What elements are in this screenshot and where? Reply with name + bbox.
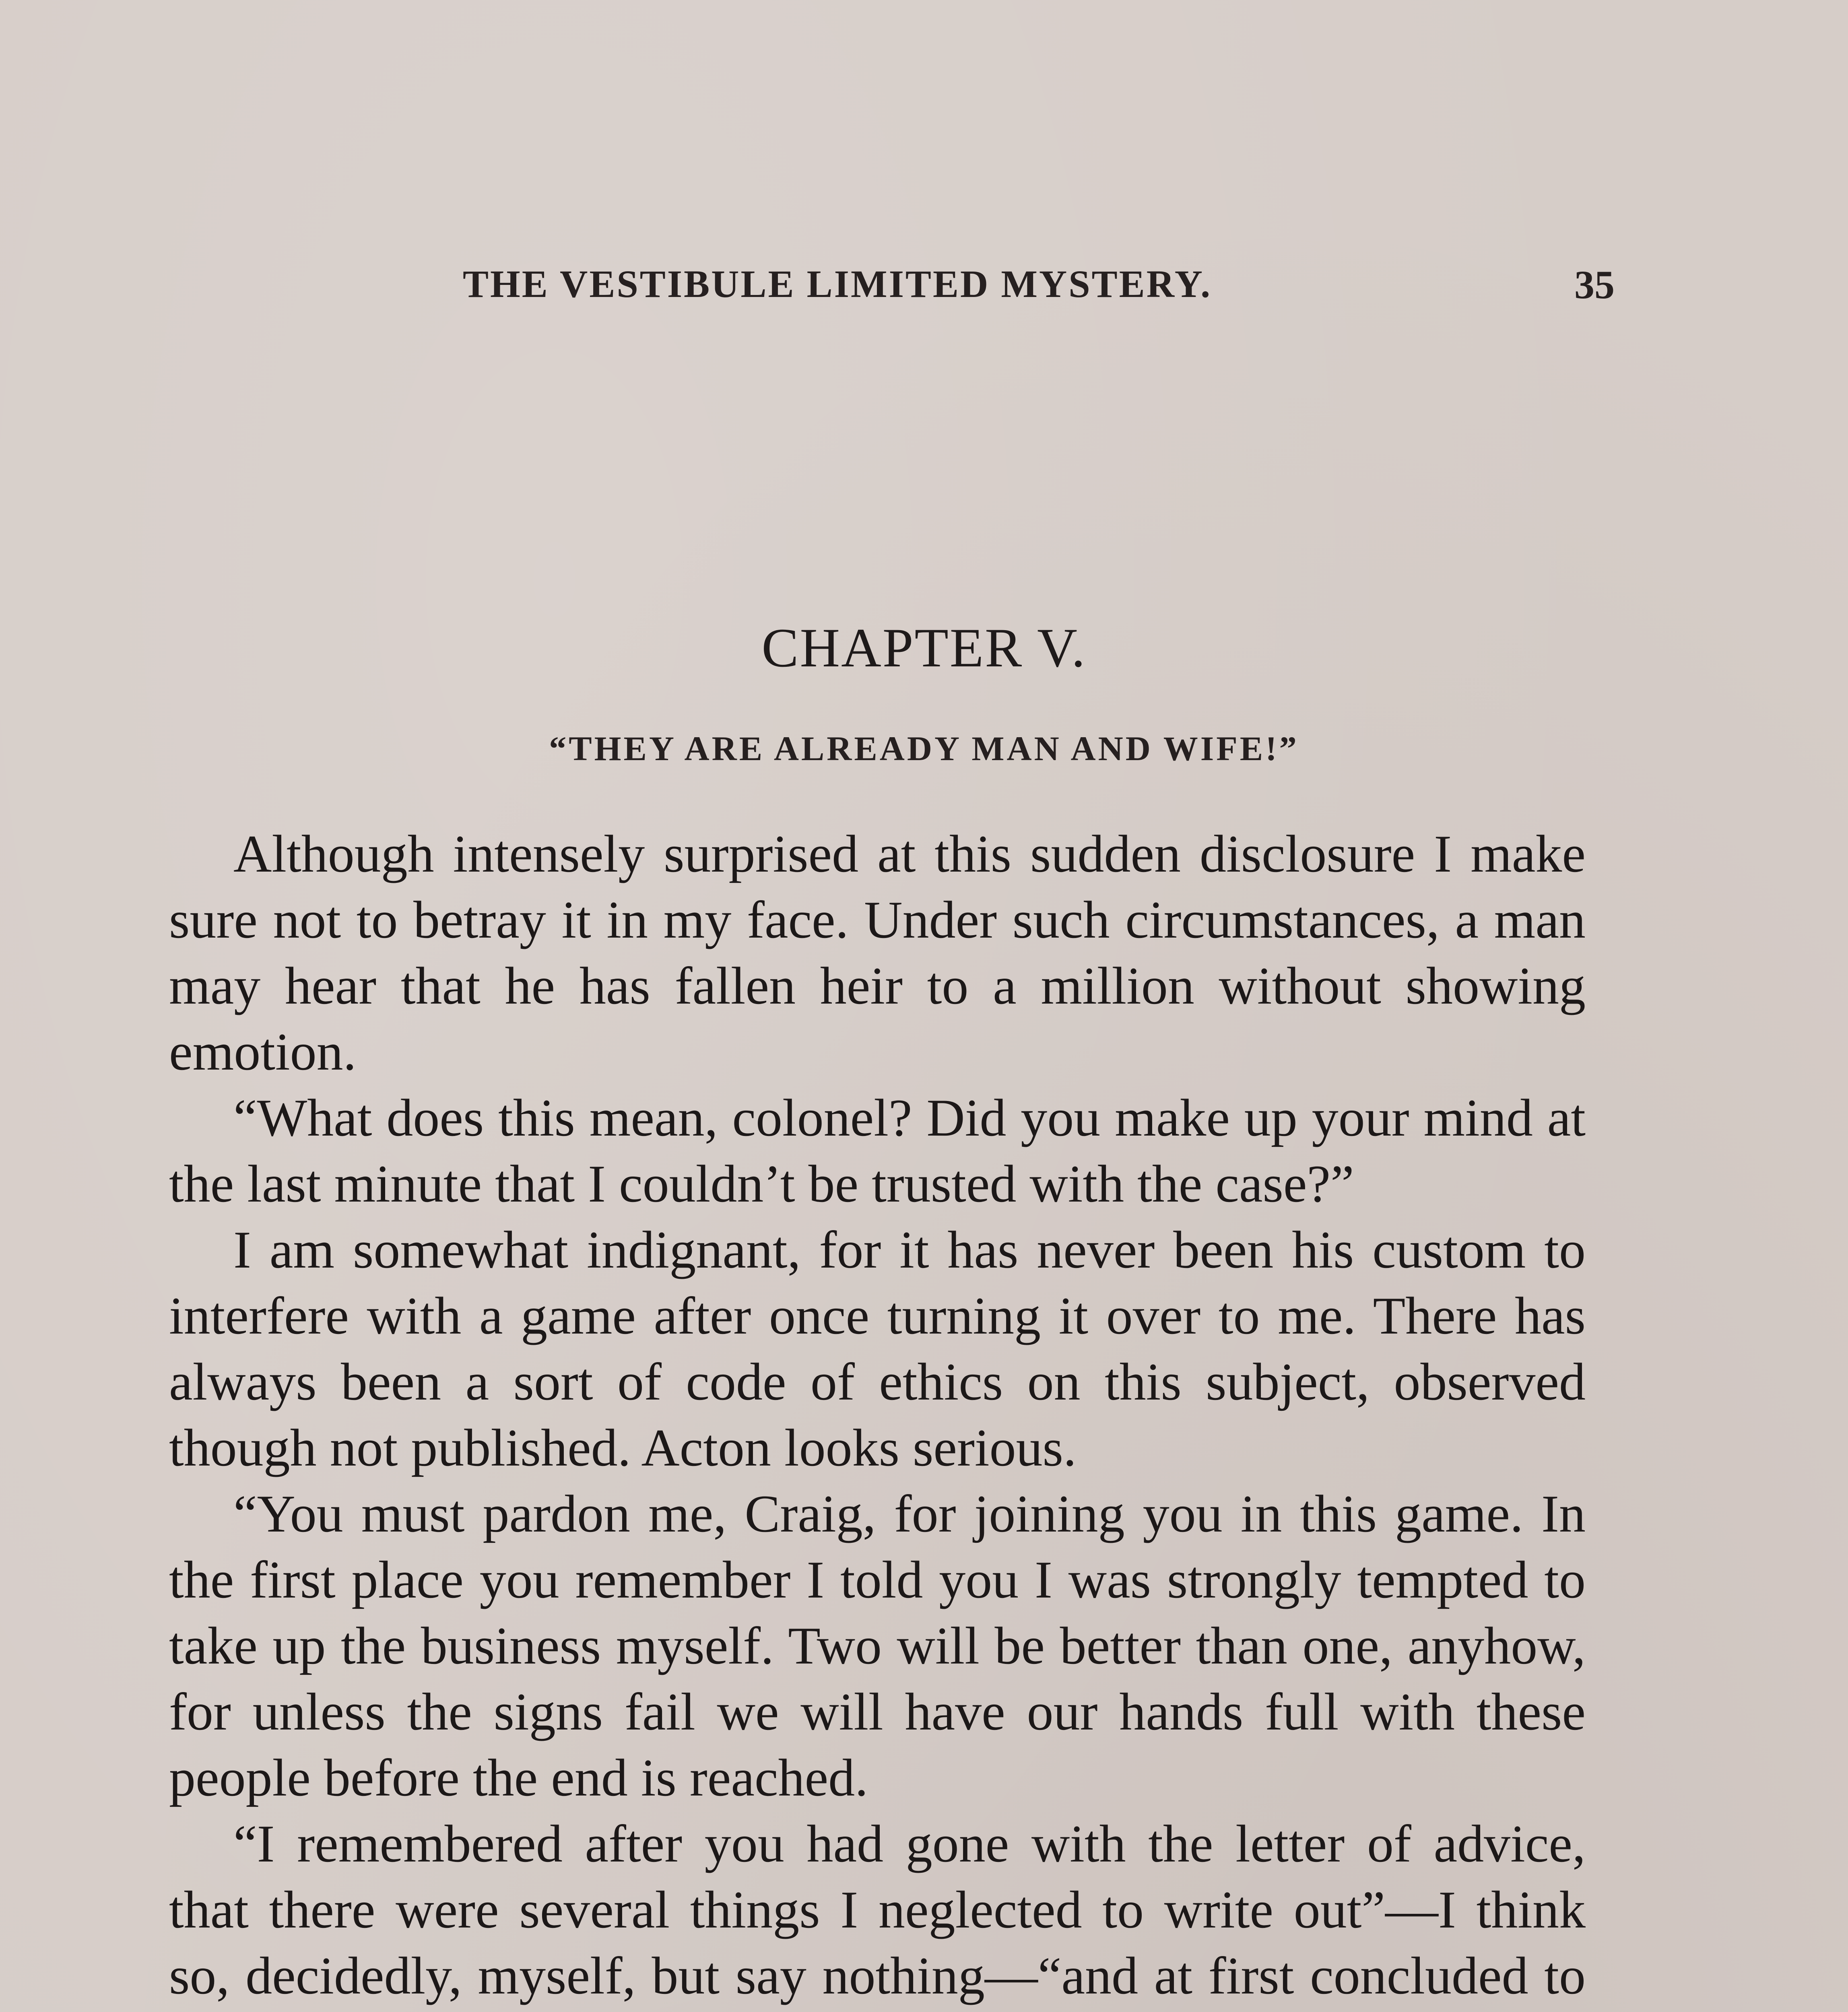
paragraph: I am somewhat indignant, for it has never been his custom to interfere with a game after once turning it over to me. There has always been a sort of code of ethics on this subject, observed though not published. Acton looks serious. [169,1220,1586,1477]
paragraph: Although intensely surprised at this sudden disclosure I make sure not to betray it in my face. Under such circumstances, a man may hear that he has fallen heir to a million without showing emotion. [169,824,1586,1081]
page-number: 35 [1574,262,1615,307]
paragraph: “You must pardon me, Craig, for joining you in this game. In the first place you remember I told you I was strongly tempted to take up the business myself. Two will be better than one, anyhow, for unless the signs fail we will have our hands full with these people before the end is reached. [169,1484,1586,1807]
running-title: THE VESTIBULE LIMITED MYSTERY. [463,262,1212,305]
paragraph: “What does this mean, colonel? Did you make up your mind at the last minute that I couldn’t be trusted with the case?” [169,1088,1586,1213]
chapter-title: CHAPTER V. [761,617,1087,678]
paragraph: “I remembered after you had gone with the letter of advice, that there were several things I neglected to write out”—I think so, decidedly, myself, but say nothing—“and at first concluded to [169,1814,1586,2005]
chapter-subtitle: “THEY ARE ALREADY MAN AND WIFE!” [549,729,1299,768]
chapter-body [169,821,1586,2012]
